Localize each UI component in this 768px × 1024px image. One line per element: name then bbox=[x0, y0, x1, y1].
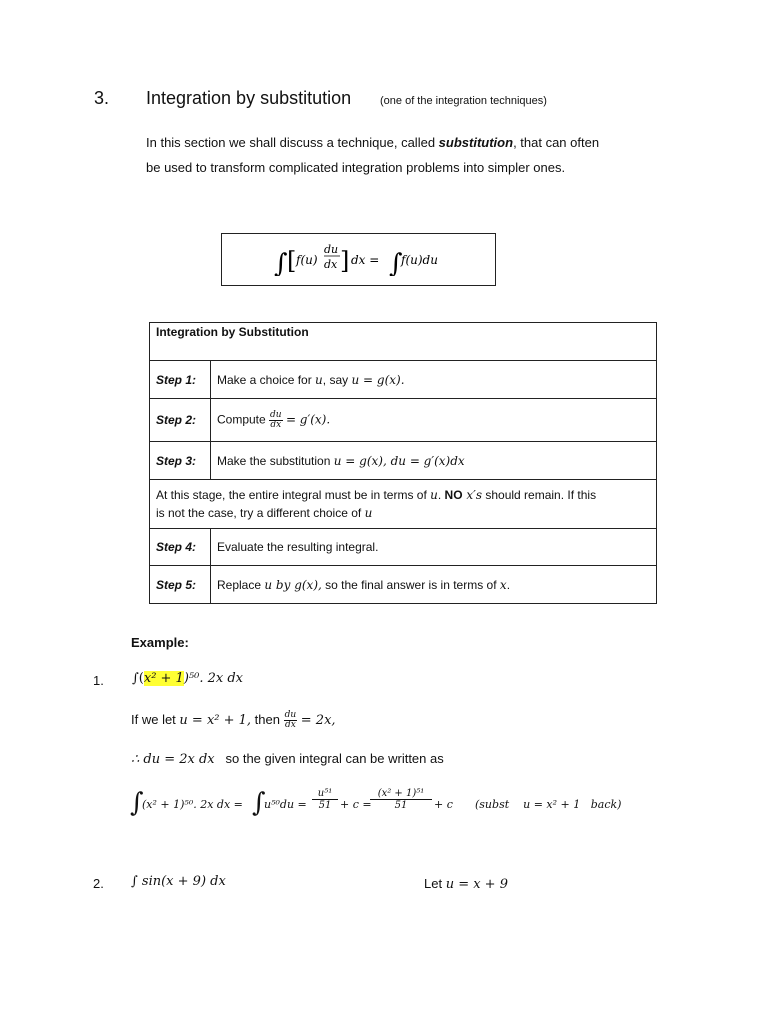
step-3-row bbox=[150, 442, 657, 480]
step-2-label: Step 2: bbox=[150, 399, 211, 442]
integral-sign-left: ∫ bbox=[274, 249, 288, 276]
intro-line-2: be used to transform complicated integration problems into simpler ones. bbox=[146, 160, 566, 175]
bracket-open: [ bbox=[287, 247, 297, 275]
example-1-number: 1. bbox=[93, 673, 104, 688]
step-1-text: Make a choice for u, say u = g(x). bbox=[211, 361, 657, 399]
intro-bold-term: substitution bbox=[438, 135, 514, 150]
example-2-integral: ∫ sin(x + 9) dx bbox=[131, 874, 226, 889]
example-1-integral: ∫(x² + 1)⁵⁰. 2x dx bbox=[132, 671, 243, 686]
integral-sign-2: ∫ bbox=[252, 788, 266, 818]
integral-sign-1: ∫ bbox=[130, 788, 144, 818]
step-2-fraction: $\frac{du}{dx}$ bbox=[270, 409, 282, 430]
step-1-row bbox=[150, 361, 657, 399]
bracket-close: ] bbox=[340, 247, 350, 275]
example-1-solution bbox=[130, 788, 650, 828]
steps-table bbox=[149, 322, 657, 604]
formula-f-right: f(u)du bbox=[401, 253, 438, 267]
note-row bbox=[150, 480, 657, 529]
step-2-text: Compute $\frac{du}{dx}$ = g′(x). bbox=[211, 399, 657, 442]
section-number: 3. bbox=[94, 88, 110, 108]
step-3-text: Make the substitution u = g(x), du = g′(x)dx bbox=[211, 442, 657, 480]
step-2-row bbox=[150, 399, 657, 442]
formula-f-left: f(u) bbox=[296, 253, 318, 267]
example-2-let: Let u = x + 9 bbox=[424, 876, 508, 892]
solution-fraction-1: u⁵¹ 51 bbox=[312, 788, 338, 811]
solution-mid: u⁵⁰du = bbox=[264, 798, 307, 811]
section-note: (one of the integration techniques) bbox=[380, 95, 547, 107]
solution-left: (x² + 1)⁵⁰. 2x dx = bbox=[142, 798, 243, 811]
formula-dx: dx bbox=[324, 258, 338, 271]
step-1-label: Step 1: bbox=[150, 361, 211, 399]
step-5-text: Replace u by g(x), so the final answer is in terms of x. bbox=[211, 566, 657, 604]
formula-du: du bbox=[324, 243, 339, 256]
highlighted-expression: x² + 1 bbox=[143, 671, 184, 686]
substitution-formula bbox=[274, 242, 474, 276]
section-title: Integration by substitution bbox=[146, 88, 352, 108]
step-4-text: Evaluate the resulting integral. bbox=[211, 529, 657, 566]
intro-line-1: In this section we shall discuss a technique, called substitution, that can often bbox=[146, 135, 600, 150]
solution-subst-note: (subst u = x² + 1 back) bbox=[475, 798, 622, 811]
solution-plus-c-2: + c bbox=[434, 798, 453, 811]
example-2-number: 2. bbox=[93, 876, 104, 891]
step-5-label: Step 5: bbox=[150, 566, 211, 604]
step-5-row bbox=[150, 566, 657, 604]
substitution-formula-box bbox=[221, 233, 496, 286]
example-1-let-line: If we let u = x² + 1, then $\frac{du}{dx}$ = 2x, bbox=[131, 710, 336, 730]
step-4-label: Step 4: bbox=[150, 529, 211, 566]
integral-sign-right: ∫ bbox=[389, 249, 403, 276]
example-1-therefore-line: ∴ du = 2x dx so the given integral can be written as bbox=[131, 751, 444, 767]
step-3-label: Step 3: bbox=[150, 442, 211, 480]
solution-plus-c-1: + c = bbox=[340, 798, 372, 811]
step-4-row bbox=[150, 529, 657, 566]
table-title: Integration by Substitution bbox=[150, 323, 657, 361]
solution-fraction-2: (x² + 1)⁵¹ 51 bbox=[370, 788, 432, 811]
formula-dx-eq: dx = bbox=[351, 253, 380, 267]
example-heading: Example: bbox=[131, 635, 189, 650]
note-text: At this stage, the entire integral must be in terms of u. NO x′s should remain. If this is not the case, try a different choice of u bbox=[150, 480, 657, 529]
example-1-fraction: $\frac{du}{dx}$ bbox=[284, 710, 297, 730]
